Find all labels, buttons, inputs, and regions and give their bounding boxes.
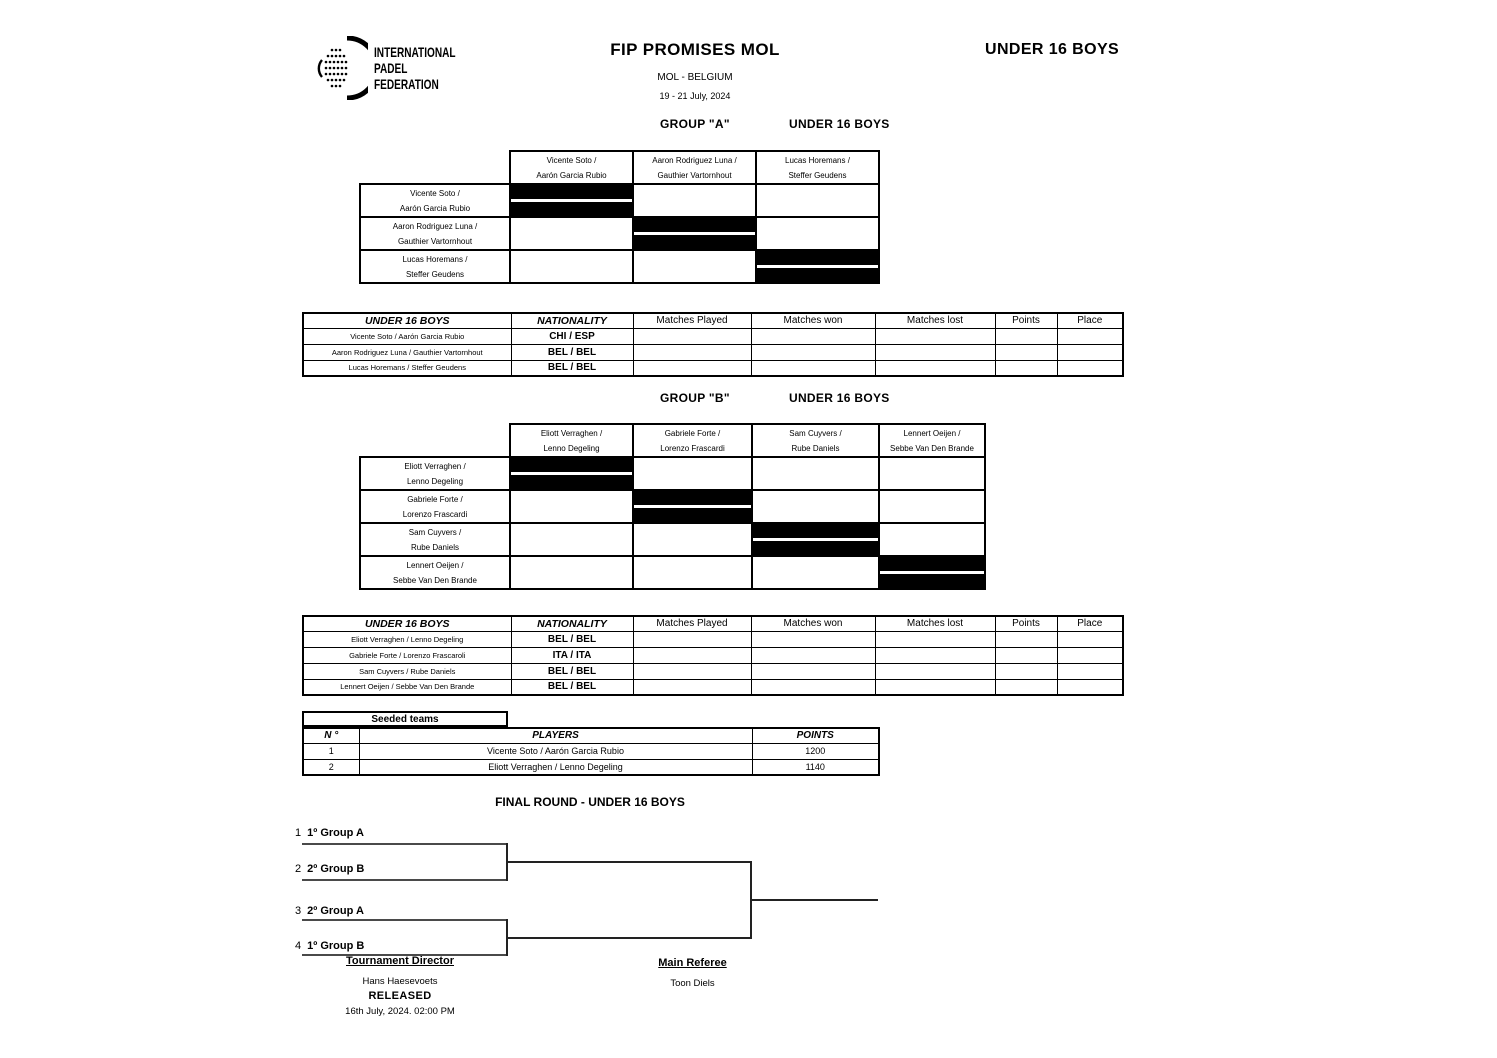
bracket-entry-number: 4 [295, 940, 302, 952]
matrix-col-header: Lucas Horemans / Steffer Geudens [756, 151, 879, 184]
match-cell [633, 523, 752, 556]
match-cell [633, 250, 756, 283]
header-title-block [500, 40, 890, 101]
bracket-connector [506, 861, 752, 863]
seeded-row [303, 759, 879, 775]
bracket-connector [506, 937, 752, 939]
standings-row [303, 344, 1123, 360]
match-cell [633, 184, 756, 217]
match-cell [510, 490, 633, 523]
team-nationality: BEL / BEL [511, 631, 633, 647]
group-b-category: UNDER 16 BOYS [789, 391, 890, 405]
seed-players: Eliott Verraghen / Lenno Degeling [359, 759, 752, 775]
matrix-row-header: Aaron Rodriguez Luna / Gauthier Vartornhout [360, 217, 510, 250]
seed-players-header: PLAYERS [359, 728, 752, 743]
points-cell [995, 328, 1057, 344]
bracket-entry-label: 1º Group A [307, 827, 364, 839]
points-cell [995, 631, 1057, 647]
standings-header: NATIONALITY [511, 616, 633, 631]
matches-played-cell [633, 647, 751, 663]
main-referee-heading: Main Referee [658, 957, 727, 969]
points-cell [995, 663, 1057, 679]
bracket-entry-line [302, 879, 508, 881]
federation-logo [316, 36, 487, 100]
place-cell [1057, 344, 1123, 360]
matches-lost-cell [875, 328, 995, 344]
standings-row [303, 631, 1123, 647]
matrix-corner-cell [360, 151, 510, 184]
category-label: UNDER 16 BOYS [985, 41, 1120, 58]
seed-points: 1200 [752, 743, 879, 759]
standings-header: Matches Played [633, 313, 751, 328]
place-cell [1057, 360, 1123, 376]
padel-ball-icon [316, 36, 368, 100]
match-cell [756, 184, 879, 217]
match-cell [510, 250, 633, 283]
matrix-row-header: Sam Cuyvers / Rube Daniels [360, 523, 510, 556]
seeded-teams-table [302, 727, 880, 776]
bracket-entry-4 [295, 940, 364, 952]
match-cell [879, 457, 985, 490]
standings-header: Place [1057, 313, 1123, 328]
matches-won-cell [751, 663, 875, 679]
bracket-final-line [750, 899, 878, 901]
team-nationality: CHI / ESP [511, 328, 633, 344]
matches-played-cell [633, 360, 751, 376]
matches-won-cell [751, 328, 875, 344]
match-cell [633, 556, 752, 589]
points-cell [995, 360, 1057, 376]
release-timestamp: 16th July, 2024. 02:00 PM [345, 1006, 455, 1017]
bracket-entry-line [302, 919, 508, 921]
bracket-entry-label: 2º Group A [307, 905, 364, 917]
seed-number: 1 [303, 743, 359, 759]
group-b-standings [302, 615, 1124, 696]
matrix-row-header: Lucas Horemans / Steffer Geudens [360, 250, 510, 283]
group-b-label: GROUP "B" [660, 391, 730, 405]
seeded-row [303, 743, 879, 759]
matches-won-cell [751, 360, 875, 376]
event-dates: 19 - 21 July, 2024 [659, 91, 731, 101]
standings-header: UNDER 16 BOYS [303, 313, 511, 328]
team-name: Aaron Rodriguez Luna / Gauthier Vartornhout [303, 344, 511, 360]
team-name: Vicente Soto / Aarón Garcia Rubio [303, 328, 511, 344]
tournament-director-block [300, 955, 500, 1017]
team-name: Sam Cuyvers / Rube Daniels [303, 663, 511, 679]
points-cell [995, 679, 1057, 695]
matrix-col-header: Lennert Oeijen / Sebbe Van Den Brande [879, 424, 985, 457]
matrix-col-header: Aaron Rodriguez Luna / Gauthier Vartornhout [633, 151, 756, 184]
place-cell [1057, 328, 1123, 344]
matches-lost-cell [875, 344, 995, 360]
matrix-col-header: Sam Cuyvers / Rube Daniels [752, 424, 879, 457]
match-cell [756, 217, 879, 250]
match-cell [879, 523, 985, 556]
points-cell [995, 647, 1057, 663]
team-name: Eliott Verraghen / Lenno Degeling [303, 631, 511, 647]
standings-header: Matches lost [875, 616, 995, 631]
group-a-category: UNDER 16 BOYS [789, 117, 890, 131]
match-cell [510, 556, 633, 589]
final-round-title: FINAL ROUND - UNDER 16 BOYS [495, 795, 685, 809]
bracket-entry-line [302, 843, 508, 845]
standings-row [303, 360, 1123, 376]
matrix-diagonal-cell [510, 457, 633, 490]
bracket-entry-number: 3 [295, 905, 302, 917]
matrix-col-header: Eliott Verraghen / Lenno Degeling [510, 424, 633, 457]
logo-line: PADEL [374, 60, 408, 76]
group-a-standings [302, 312, 1124, 377]
team-name: Lennert Oeijen / Sebbe Van Den Brande [303, 679, 511, 695]
match-cell [633, 457, 752, 490]
team-nationality: BEL / BEL [511, 344, 633, 360]
match-cell [510, 523, 633, 556]
matches-won-cell [751, 631, 875, 647]
standings-header: Matches won [751, 313, 875, 328]
standings-header: Matches lost [875, 313, 995, 328]
match-cell [752, 457, 879, 490]
standings-header: NATIONALITY [511, 313, 633, 328]
standings-header: Points [995, 313, 1057, 328]
bracket-entry-label: 2º Group B [307, 863, 365, 875]
place-cell [1057, 679, 1123, 695]
matrix-row-header: Vicente Soto / Aarón Garcia Rubio [360, 184, 510, 217]
standings-row [303, 679, 1123, 695]
bracket-entry-label: 1º Group B [307, 940, 365, 952]
matches-played-cell [633, 328, 751, 344]
matches-lost-cell [875, 679, 995, 695]
matrix-col-header: Vicente Soto / Aarón Garcia Rubio [510, 151, 633, 184]
team-nationality: ITA / ITA [511, 647, 633, 663]
tournament-director-heading: Tournament Director [346, 955, 454, 967]
matches-played-cell [633, 679, 751, 695]
matches-won-cell [751, 647, 875, 663]
place-cell [1057, 663, 1123, 679]
matrix-row-header: Eliott Verraghen / Lenno Degeling [360, 457, 510, 490]
federation-name [374, 44, 456, 92]
matches-lost-cell [875, 647, 995, 663]
standings-row [303, 647, 1123, 663]
seed-number: 2 [303, 759, 359, 775]
matches-won-cell [751, 679, 875, 695]
standings-row [303, 663, 1123, 679]
matches-lost-cell [875, 631, 995, 647]
seed-points: 1140 [752, 759, 879, 775]
matrix-diagonal-cell [510, 184, 633, 217]
matches-played-cell [633, 631, 751, 647]
matrix-diagonal-cell [879, 556, 985, 589]
team-nationality: BEL / BEL [511, 679, 633, 695]
matrix-diagonal-cell [752, 523, 879, 556]
matrix-diagonal-cell [633, 490, 752, 523]
place-cell [1057, 647, 1123, 663]
seeded-teams-title: Seeded teams [302, 711, 508, 727]
standings-header: Matches won [751, 616, 875, 631]
logo-line: INTERNATIONAL [374, 44, 456, 60]
standings-header: Points [995, 616, 1057, 631]
standings-row [303, 328, 1123, 344]
matches-won-cell [751, 344, 875, 360]
tournament-director-name: Hans Haesevoets [362, 976, 438, 987]
matches-played-cell [633, 344, 751, 360]
seed-players: Vicente Soto / Aarón Garcia Rubio [359, 743, 752, 759]
matrix-diagonal-cell [756, 250, 879, 283]
matches-played-cell [633, 663, 751, 679]
event-location: MOL - BELGIUM [657, 72, 733, 83]
match-cell [879, 490, 985, 523]
matrix-corner-cell [360, 424, 510, 457]
match-cell [510, 217, 633, 250]
bracket-entry-2 [295, 863, 364, 875]
group-a-matrix [359, 150, 880, 284]
group-a-label: GROUP "A" [660, 117, 730, 131]
standings-header: Matches Played [633, 616, 751, 631]
release-status: RELEASED [368, 990, 432, 1002]
team-name: Gabriele Forte / Lorenzo Frascaroli [303, 647, 511, 663]
standings-header: UNDER 16 BOYS [303, 616, 511, 631]
seed-points-header: POINTS [752, 728, 879, 743]
bracket-entry-number: 2 [295, 863, 302, 875]
matrix-diagonal-cell [633, 217, 756, 250]
logo-line: FEDERATION [374, 76, 439, 92]
main-referee-name: Toon Diels [670, 978, 715, 989]
points-cell [995, 344, 1057, 360]
matrix-col-header: Gabriele Forte / Lorenzo Frascardi [633, 424, 752, 457]
group-b-matrix [359, 423, 986, 590]
standings-header: Place [1057, 616, 1123, 631]
matrix-row-header: Lennert Oeijen / Sebbe Van Den Brande [360, 556, 510, 589]
team-nationality: BEL / BEL [511, 360, 633, 376]
seed-number-header: N ° [303, 728, 359, 743]
team-name: Lucas Horemans / Steffer Geudens [303, 360, 511, 376]
bracket-entry-number: 1 [295, 827, 302, 839]
team-nationality: BEL / BEL [511, 663, 633, 679]
matches-lost-cell [875, 663, 995, 679]
match-cell [752, 556, 879, 589]
bracket-entry-3 [295, 905, 364, 917]
matrix-row-header: Gabriele Forte / Lorenzo Frascardi [360, 490, 510, 523]
match-cell [752, 490, 879, 523]
matches-lost-cell [875, 360, 995, 376]
main-referee-block [600, 957, 785, 989]
page-title: FIP PROMISES MOL [610, 40, 780, 59]
place-cell [1057, 631, 1123, 647]
bracket-entry-1 [295, 827, 364, 839]
